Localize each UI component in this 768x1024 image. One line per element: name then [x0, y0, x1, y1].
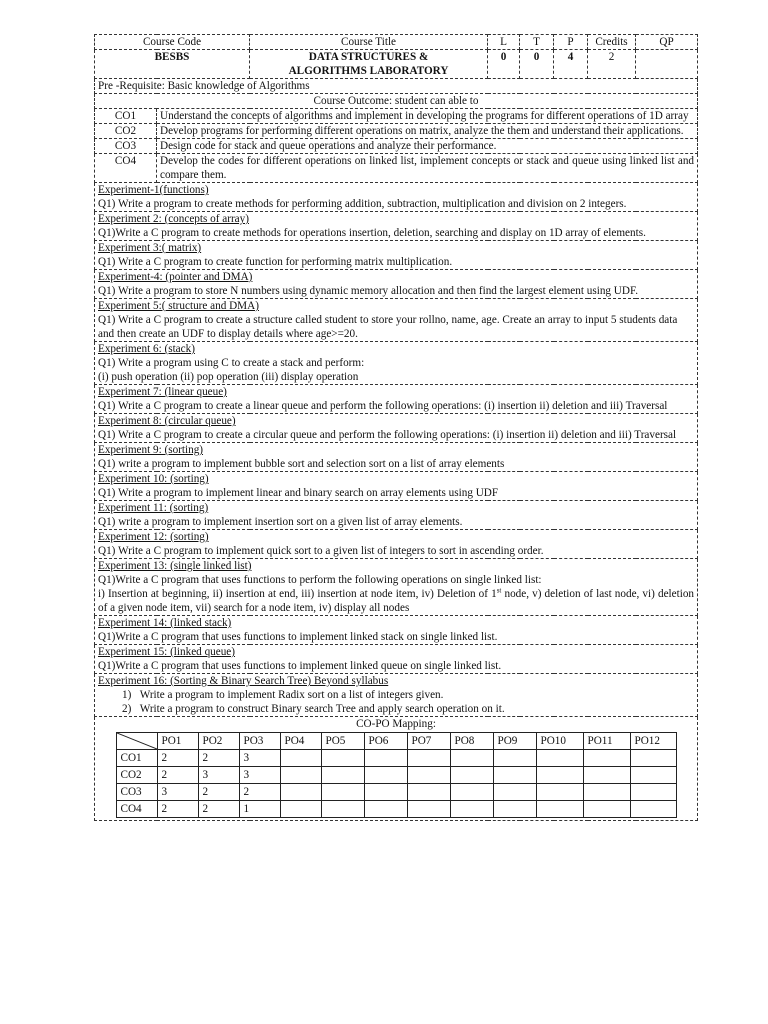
copo-header-row — [116, 733, 676, 750]
copo-cell — [450, 801, 493, 818]
copo-cell — [450, 750, 493, 767]
experiment-10 — [95, 472, 698, 501]
copo-cell — [364, 784, 407, 801]
copo-row-label: CO4 — [116, 801, 157, 818]
copo-data-row — [116, 801, 676, 818]
header-l: L — [488, 35, 520, 50]
experiment-12 — [95, 530, 698, 559]
copo-cell: 3 — [239, 750, 280, 767]
prerequisite-row — [95, 79, 698, 94]
co-code: CO2 — [95, 124, 157, 139]
experiment-title: Experiment-1(functions) — [98, 184, 209, 196]
copo-cell: 2 — [157, 750, 198, 767]
course-outcome-title: Course Outcome: student can able to — [95, 94, 698, 109]
copo-cell — [583, 767, 630, 784]
copo-cell — [321, 801, 364, 818]
experiment-text: Q1) Write a program to implement linear and binary search on array elements using UDF — [98, 487, 499, 499]
experiment-8 — [95, 414, 698, 443]
copo-table — [116, 732, 677, 818]
co-row — [95, 124, 698, 139]
experiment-text-part1: i) Insertion at beginning, ii) insertion at end, iii) insertion at node item, iv) Deletion of 1 — [98, 588, 497, 600]
copo-data-row — [116, 767, 676, 784]
copo-cell — [407, 784, 450, 801]
copo-cell: 2 — [157, 801, 198, 818]
experiment-row — [95, 385, 698, 414]
copo-cell — [280, 750, 321, 767]
co-text: Design code for stack and queue operations and analyze their performance. — [157, 139, 698, 154]
copo-col-header: PO5 — [321, 733, 364, 750]
experiment-title: Experiment 11: (sorting) — [98, 502, 209, 514]
experiment-3 — [95, 241, 698, 270]
course-credits: 2 — [588, 50, 636, 79]
copo-col-header: PO12 — [630, 733, 676, 750]
header-row — [95, 35, 698, 50]
experiment-title: Experiment-4: (pointer and DMA) — [98, 271, 253, 283]
list-item-number: 1) — [122, 689, 132, 701]
experiment-text: Q1) Write a C program to create function for performing matrix multiplication. — [98, 256, 453, 268]
copo-cell — [321, 767, 364, 784]
experiment-13 — [95, 559, 698, 616]
copo-cell — [536, 784, 583, 801]
diagonal-line-icon — [117, 733, 157, 749]
copo-cell — [583, 750, 630, 767]
course-title-line2: ALGORITHMS LABORATORY — [288, 65, 449, 77]
experiment-1 — [95, 183, 698, 212]
copo-col-header: PO3 — [239, 733, 280, 750]
copo-col-header: PO6 — [364, 733, 407, 750]
experiment-text: Q1) write a program to implement insertion sort on a given list of array elements. — [98, 516, 463, 528]
experiment-title: Experiment 2: (concepts of array) — [98, 213, 249, 225]
co-code: CO4 — [95, 154, 157, 183]
copo-cell — [407, 750, 450, 767]
copo-col-header: PO10 — [536, 733, 583, 750]
course-qp — [636, 50, 698, 79]
copo-cell: 3 — [239, 767, 280, 784]
experiment-7 — [95, 385, 698, 414]
experiment-text: Q1)Write a C program that uses functions to implement linked stack on single linked list. — [98, 631, 498, 643]
copo-cell — [630, 784, 676, 801]
copo-cell: 3 — [198, 767, 239, 784]
experiment-15 — [95, 645, 698, 674]
experiment-row — [95, 559, 698, 616]
experiment-title: Experiment 8: (circular queue) — [98, 415, 236, 427]
copo-cell — [364, 801, 407, 818]
copo-cell — [321, 750, 364, 767]
copo-col-header: PO9 — [493, 733, 536, 750]
copo-col-header: PO7 — [407, 733, 450, 750]
co-code: CO1 — [95, 109, 157, 124]
experiment-text: Q1) Write a C program to create a circular queue and perform the following operations: (i) insertion ii) deletion and iii) Traversal — [98, 429, 677, 441]
experiment-text: Q1)Write a C program to create methods for operations insertion, deletion, searching and display on 1D array of elements. — [98, 227, 646, 239]
copo-row — [95, 717, 698, 821]
copo-cell — [450, 784, 493, 801]
copo-cell — [583, 801, 630, 818]
course-row — [95, 50, 698, 79]
experiment-row — [95, 674, 698, 717]
copo-cell: 2 — [239, 784, 280, 801]
experiment-title: Experiment 6: (stack) — [98, 343, 195, 355]
experiment-text-line2: (i) push operation (ii) pop operation (iii) display operation — [98, 371, 359, 383]
syllabus-page — [94, 34, 697, 821]
copo-section — [95, 717, 698, 821]
copo-cell — [493, 767, 536, 784]
experiment-title: Experiment 13: (single linked list) — [98, 560, 252, 572]
copo-col-header: PO4 — [280, 733, 321, 750]
header-qp: QP — [636, 35, 698, 50]
experiment-row — [95, 299, 698, 342]
superscript-st: st — [496, 586, 502, 595]
experiment-list — [98, 688, 694, 716]
experiment-2 — [95, 212, 698, 241]
copo-cell: 2 — [198, 801, 239, 818]
experiment-text: Q1) Write a program using C to create a stack and perform: — [98, 357, 365, 369]
copo-cell — [583, 784, 630, 801]
copo-data-row — [116, 750, 676, 767]
co-row — [95, 109, 698, 124]
experiment-title: Experiment 3:( matrix) — [98, 242, 202, 254]
list-item — [122, 688, 694, 702]
experiment-11 — [95, 501, 698, 530]
experiment-text: Q1) Write a C program to create a structure called student to store your rollno, name, age. Create an array to input 5 students data and then create an UDF to display details where age>=20. — [98, 314, 678, 340]
course-l: 0 — [488, 50, 520, 79]
copo-cell — [364, 767, 407, 784]
experiment-row — [95, 212, 698, 241]
copo-cell — [630, 801, 676, 818]
experiment-row — [95, 414, 698, 443]
header-credits: Credits — [588, 35, 636, 50]
header-course-title: Course Title — [250, 35, 488, 50]
copo-col-header: PO1 — [157, 733, 198, 750]
experiment-title: Experiment 12: (sorting) — [98, 531, 209, 543]
copo-cell — [630, 767, 676, 784]
experiment-row — [95, 342, 698, 385]
header-course-code: Course Code — [95, 35, 250, 50]
copo-col-header: PO8 — [450, 733, 493, 750]
experiment-title: Experiment 10: (sorting) — [98, 473, 209, 485]
copo-cell — [280, 784, 321, 801]
prerequisite: Pre -Requisite: Basic knowledge of Algorithms — [95, 79, 698, 94]
copo-cell — [407, 801, 450, 818]
experiment-row — [95, 270, 698, 299]
experiment-row — [95, 530, 698, 559]
experiment-title: Experiment 16: (Sorting & Binary Search Tree) Beyond syllabus — [98, 675, 389, 687]
experiment-title: Experiment 14: (linked stack) — [98, 617, 232, 629]
copo-title: CO-PO Mapping: — [356, 718, 436, 730]
co-text: Understand the concepts of algorithms and implement in developing the programs for different operations of 1D array — [157, 109, 698, 124]
experiment-row — [95, 501, 698, 530]
experiment-text: Q1) Write a program to store N numbers using dynamic memory allocation and then find the largest element using UDF. — [98, 285, 639, 297]
copo-cell: 2 — [157, 767, 198, 784]
copo-cell — [280, 767, 321, 784]
course-p: 4 — [554, 50, 588, 79]
experiment-text: Q1) Write a C program to create a linear queue and perform the following operations: (i) insertion ii) deletion and iii) Traversal — [98, 400, 668, 412]
copo-row-label: CO2 — [116, 767, 157, 784]
experiment-row — [95, 645, 698, 674]
course-title — [250, 50, 488, 79]
course-outcome-title-row — [95, 94, 698, 109]
copo-cell — [493, 801, 536, 818]
experiment-text: Q1)Write a C program that uses functions to perform the following operations on single linked list: — [98, 574, 542, 586]
copo-cell — [493, 750, 536, 767]
experiment-14 — [95, 616, 698, 645]
copo-cell — [280, 801, 321, 818]
copo-cell: 2 — [198, 784, 239, 801]
copo-row-label: CO3 — [116, 784, 157, 801]
copo-cell — [407, 767, 450, 784]
experiment-title: Experiment 5:( structure and DMA) — [98, 300, 259, 312]
experiment-text: Q1) Write a program to create methods for performing addition, subtraction, multiplication and division on 2 integers. — [98, 198, 627, 210]
experiment-5 — [95, 299, 698, 342]
experiment-text-part2: node, v) deletion of last node, vi) deletion of a given node item, vii) search for a node item, iv) display all nodes — [98, 588, 695, 614]
copo-col-header: PO2 — [198, 733, 239, 750]
experiment-text: Q1)Write a C program that uses functions to implement linked queue on single linked list. — [98, 660, 502, 672]
list-item — [122, 702, 694, 716]
experiment-row — [95, 616, 698, 645]
experiment-row — [95, 472, 698, 501]
experiment-6 — [95, 342, 698, 385]
copo-corner-cell — [116, 733, 157, 750]
experiment-9 — [95, 443, 698, 472]
co-row — [95, 139, 698, 154]
experiment-16 — [95, 674, 698, 717]
experiment-text: Q1) Write a C program to implement quick sort to a given list of integers to sort in ascending order. — [98, 545, 544, 557]
list-item-number: 2) — [122, 703, 132, 715]
co-row — [95, 154, 698, 183]
experiment-row — [95, 183, 698, 212]
syllabus-table — [94, 34, 698, 821]
copo-cell — [536, 801, 583, 818]
experiment-title: Experiment 9: (sorting) — [98, 444, 204, 456]
experiment-row — [95, 443, 698, 472]
copo-cell — [321, 784, 364, 801]
experiment-text-line2 — [98, 587, 694, 615]
copo-cell: 1 — [239, 801, 280, 818]
course-t: 0 — [520, 50, 554, 79]
experiment-title: Experiment 15: (linked queue) — [98, 646, 236, 658]
header-p: P — [554, 35, 588, 50]
copo-cell — [536, 767, 583, 784]
header-t: T — [520, 35, 554, 50]
experiment-title: Experiment 7: (linear queue) — [98, 386, 227, 398]
list-item-text: Write a program to construct Binary search Tree and apply search operation on it. — [139, 703, 505, 715]
copo-cell — [536, 750, 583, 767]
copo-row-label: CO1 — [116, 750, 157, 767]
co-code: CO3 — [95, 139, 157, 154]
co-text: Develop programs for performing different operations on matrix, analyze the them and understand their applications. — [157, 124, 698, 139]
copo-col-header: PO11 — [583, 733, 630, 750]
copo-cell: 3 — [157, 784, 198, 801]
copo-cell — [364, 750, 407, 767]
course-code: BESBS — [95, 50, 250, 79]
copo-cell — [493, 784, 536, 801]
copo-data-row — [116, 784, 676, 801]
experiment-4 — [95, 270, 698, 299]
copo-cell — [630, 750, 676, 767]
course-title-line1: DATA STRUCTURES & — [308, 51, 429, 63]
co-text: Develop the codes for different operations on linked list, implement concepts or stack and queue using linked list and compare them. — [157, 154, 698, 183]
copo-cell: 2 — [198, 750, 239, 767]
experiment-row — [95, 241, 698, 270]
experiment-text: Q1) write a program to implement bubble sort and selection sort on a list of array elements — [98, 458, 505, 470]
copo-cell — [450, 767, 493, 784]
list-item-text: Write a program to implement Radix sort on a list of integers given. — [139, 689, 444, 701]
